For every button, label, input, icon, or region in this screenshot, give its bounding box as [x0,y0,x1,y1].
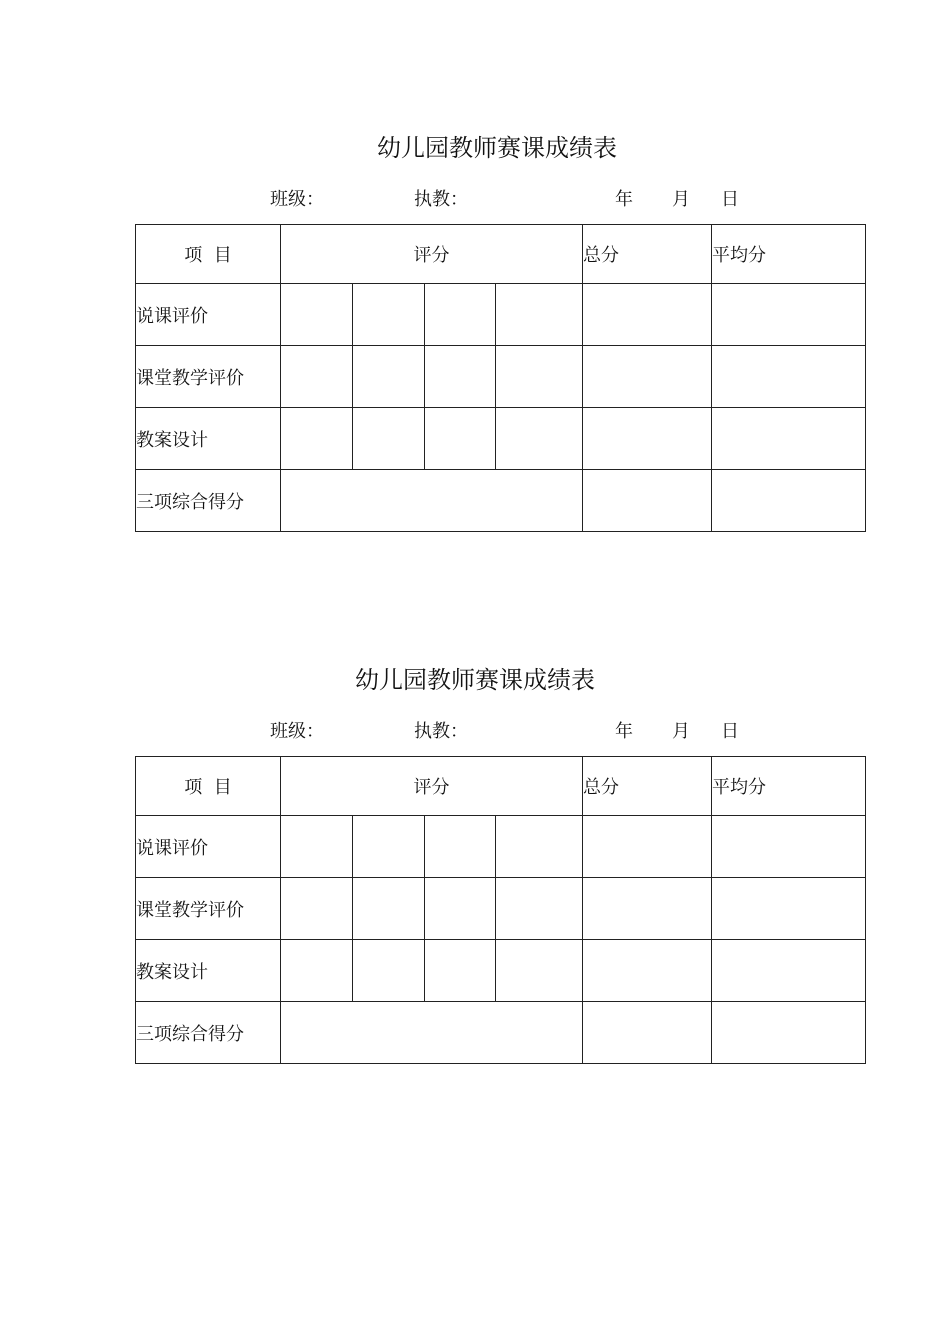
score-cell[interactable] [353,878,425,940]
average-cell[interactable] [712,816,866,878]
average-cell[interactable] [712,470,866,532]
total-cell[interactable] [583,408,712,470]
year-label: 年 [615,721,633,742]
average-cell[interactable] [712,284,866,346]
table-header-row [136,757,866,816]
score-cell[interactable] [425,284,496,346]
score-cell[interactable] [353,408,425,470]
total-cell[interactable] [583,470,712,532]
score-cell[interactable] [496,816,583,878]
total-cell[interactable] [583,346,712,408]
score-table [135,756,866,1064]
score-cell[interactable] [281,284,353,346]
score-cell[interactable] [281,408,353,470]
day-label: 日 [721,721,739,742]
row-label: 教案设计 [136,408,281,470]
month-label: 月 [672,721,690,742]
total-cell[interactable] [583,284,712,346]
score-cell[interactable] [496,940,583,1002]
score-cell[interactable] [281,878,353,940]
table-row [136,940,866,1002]
score-cell[interactable] [425,408,496,470]
score-cell[interactable] [425,346,496,408]
score-cell[interactable] [425,878,496,940]
total-cell[interactable] [583,940,712,1002]
row-label: 课堂教学评价 [136,346,281,408]
table-row [136,816,866,878]
table-row [136,470,866,532]
score-cell[interactable] [281,346,353,408]
row-label: 说课评价 [136,816,281,878]
average-header: 平均分 [712,225,866,284]
item-header: 项 目 [136,225,281,284]
average-cell[interactable] [712,1002,866,1064]
class-label: 班级： [270,189,324,210]
item-header: 项 目 [136,757,281,816]
total-cell[interactable] [583,878,712,940]
month-label: 月 [672,189,690,210]
score-cell[interactable] [353,816,425,878]
score-cell[interactable] [425,816,496,878]
combined-score-cell[interactable] [281,1002,583,1064]
score-cell[interactable] [496,408,583,470]
row-label: 三项综合得分 [136,1002,281,1064]
score-cell[interactable] [353,346,425,408]
score-header: 评分 [281,757,583,816]
score-table [135,224,866,532]
score-cell[interactable] [425,940,496,1002]
teacher-label: 执教： [414,721,468,742]
total-cell[interactable] [583,816,712,878]
total-header: 总分 [583,225,712,284]
row-label: 说课评价 [136,284,281,346]
table-row [136,284,866,346]
average-cell[interactable] [712,878,866,940]
average-cell[interactable] [712,408,866,470]
combined-score-cell[interactable] [281,470,583,532]
teacher-label: 执教： [414,189,468,210]
average-header: 平均分 [712,757,866,816]
day-label: 日 [721,189,739,210]
class-label: 班级： [270,721,324,742]
total-header: 总分 [583,757,712,816]
table-row [136,408,866,470]
score-cell[interactable] [353,284,425,346]
score-cell[interactable] [496,346,583,408]
row-label: 三项综合得分 [136,470,281,532]
score-cell[interactable] [496,284,583,346]
average-cell[interactable] [712,940,866,1002]
score-cell[interactable] [281,816,353,878]
row-label: 课堂教学评价 [136,878,281,940]
table-row [136,1002,866,1064]
table-header-row [136,225,866,284]
year-label: 年 [615,189,633,210]
form-title: 幼儿园教师赛课成绩表 [355,666,595,694]
score-header: 评分 [281,225,583,284]
score-cell[interactable] [496,878,583,940]
average-cell[interactable] [712,346,866,408]
score-cell[interactable] [281,940,353,1002]
score-cell[interactable] [353,940,425,1002]
row-label: 教案设计 [136,940,281,1002]
total-cell[interactable] [583,1002,712,1064]
table-row [136,346,866,408]
form-title: 幼儿园教师赛课成绩表 [377,134,617,162]
table-row [136,878,866,940]
